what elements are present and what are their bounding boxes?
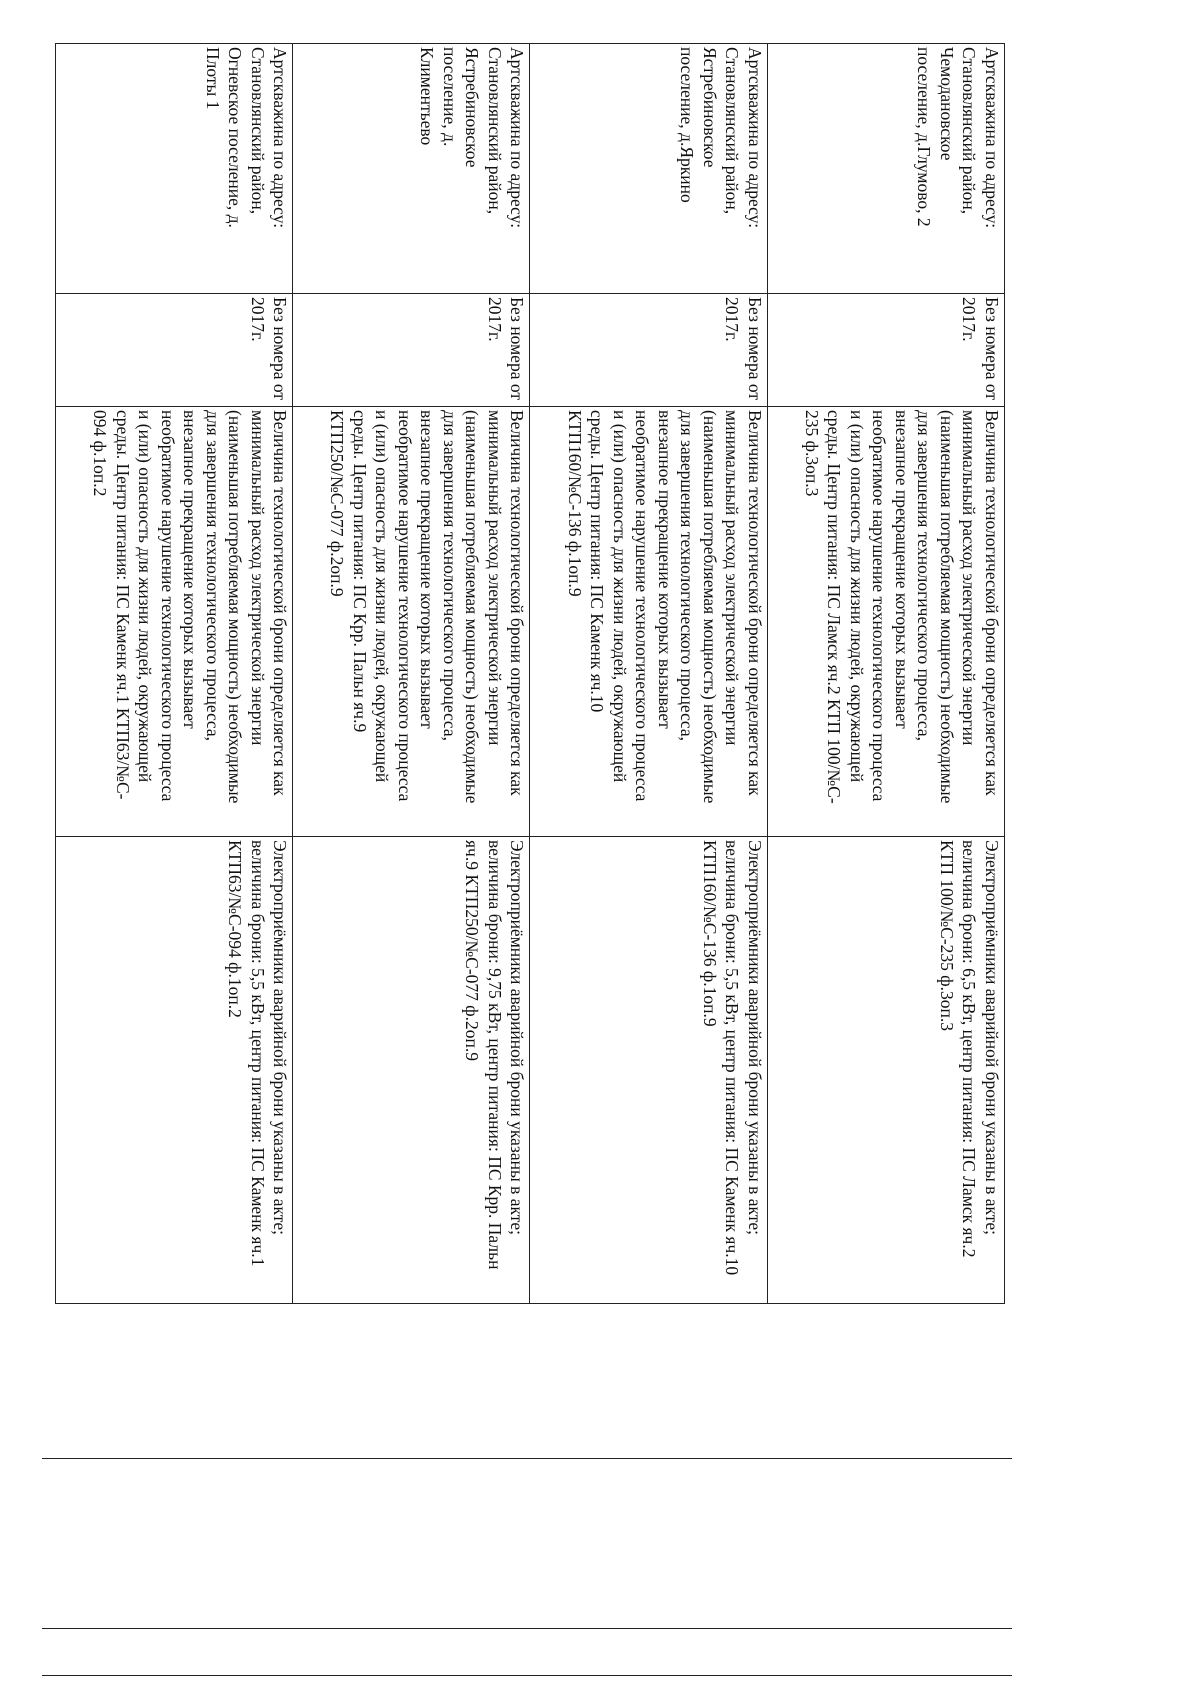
address-cell: Артскважина по адресу: Становлянский район, Ястребиновское поселение, д. Климентьево xyxy=(293,44,530,294)
document-cell: Без номера от 2017г. xyxy=(767,294,1004,407)
emergency-reserve-cell: Электроприёмники аварийной брони указаны в акте; величина брони: 5,5 кВт, центр питания: ПС Каменк яч.1 КТП63/№С-094 ф.1оп.2 xyxy=(56,837,293,1304)
horizontal-divider xyxy=(42,1458,1012,1459)
rotated-table-frame xyxy=(55,43,1005,1303)
table-row xyxy=(56,44,293,1304)
tech-reserve-cell: Величина технологической брони определяется как минимальный расход электрической энергии (наименьшая потребляемая мощность) необходимые для завершения технологического процесса, внезапное прекращение которых вызывает необратимое нарушение технологического процесса и (или) опасность для жизни людей, окружающей среды. Центр питания: ПС Крр. Пальн яч.9 КТП250/№С-077 ф.2оп.9 xyxy=(293,407,530,837)
reserve-table xyxy=(55,43,1005,1304)
emergency-reserve-cell: Электроприёмники аварийной брони указаны в акте; величина брони: 6,5 кВт, центр питания: ПС Ламск яч.2 КТП 100/№С-235 ф.3оп.3 xyxy=(767,837,1004,1304)
emergency-reserve-cell: Электроприёмники аварийной брони указаны в акте; величина брони: 5,5 кВт, центр питания: ПС Каменк яч.10 КТП160/№С-136 ф.1оп.9 xyxy=(530,837,767,1304)
document-cell: Без номера от 2017г. xyxy=(293,294,530,407)
address-cell: Артскважина по адресу: Становлянский район, Ястребиновское поселение, д.Яркино xyxy=(530,44,767,294)
tech-reserve-cell: Величина технологической брони определяется как минимальный расход электрической энергии (наименьшая потребляемая мощность) необходимые для завершения технологического процесса, внезапное прекращение которых вызывает необратимое нарушение технологического процесса и (или) опасность для жизни людей, окружающей среды. Центр питания: ПС Каменк яч.1 КТП63/№С- 094 ф.1оп.2 xyxy=(56,407,293,837)
table-row xyxy=(293,44,530,1304)
document-cell: Без номера от 2017г. xyxy=(56,294,293,407)
tech-reserve-cell: Величина технологической брони определяется как минимальный расход электрической энергии (наименьшая потребляемая мощность) необходимые для завершения технологического процесса, внезапное прекращение которых вызывает необратимое нарушение технологического процесса и (или) опасность для жизни людей, окружающей среды. Центр питания: ПС Каменк яч.10 КТП160/№С-136 ф.1оп.9 xyxy=(530,407,767,837)
document-cell: Без номера от 2017г. xyxy=(530,294,767,407)
address-cell: Артскважина по адресу: Становлянский район, Огневское поселение, д. Плоты 1 xyxy=(56,44,293,294)
address-cell: Артскважина по адресу: Становлянский район, Чемодановское поселение, д.Глумово, 2 xyxy=(767,44,1004,294)
horizontal-divider xyxy=(42,1628,1012,1629)
emergency-reserve-cell: Электроприёмники аварийной брони указаны в акте; величина брони: 9,75 кВт, центр питания: ПС Крр. Пальн яч.9 КТП250/№С-077 ф.2оп.9 xyxy=(293,837,530,1304)
tech-reserve-cell: Величина технологической брони определяется как минимальный расход электрической энергии (наименьшая потребляемая мощность) необходимые для завершения технологического процесса, внезапное прекращение которых вызывает необратимое нарушение технологического процесса и (или) опасность для жизни людей, окружающей среды. Центр питания: ПС Ламск яч.2 КТП 100/№С- 235 ф.3оп.3 xyxy=(767,407,1004,837)
table-row xyxy=(530,44,767,1304)
horizontal-divider xyxy=(42,1675,1012,1676)
table-row xyxy=(767,44,1004,1304)
